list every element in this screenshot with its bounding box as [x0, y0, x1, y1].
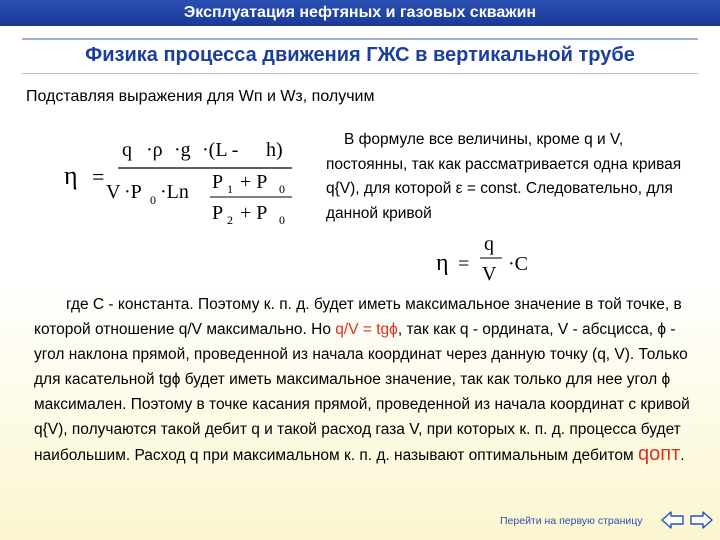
numerator-L: ·(L -	[202, 139, 239, 161]
main-paragraph	[34, 292, 698, 468]
divider-top	[22, 38, 698, 40]
denominator-V-2: V	[482, 263, 497, 285]
paragraph-part1: где С - константа. Поэтому к. п. д. будет иметь максимальное значение в той точке, в которой отношение q/V максимально. Но	[34, 296, 682, 338]
course-title: Эксплуатация нефтяных и газовых скважин	[183, 4, 537, 21]
inner-numerator-P1: P	[212, 171, 224, 193]
constant-C: ·C	[508, 253, 528, 275]
arrow-right-icon[interactable]	[691, 512, 712, 528]
course-header	[0, 0, 720, 26]
efficiency-formula	[60, 124, 320, 236]
paragraph-highlight: q/V = tgϕ	[335, 321, 398, 338]
inner-numerator-sub1: 1	[227, 182, 233, 196]
denominator-P: ·P	[124, 181, 142, 203]
inner-denominator-P0: + P	[240, 202, 268, 224]
q-opt-term: qопт	[638, 443, 681, 465]
denominator-V: V	[106, 181, 121, 203]
paragraph-end: .	[680, 447, 685, 464]
numerator-q-2: q	[484, 233, 494, 255]
first-page-link[interactable]: Перейти на первую страницу	[500, 515, 643, 527]
numerator-h: h)	[266, 139, 283, 161]
eta-symbol: η	[64, 161, 78, 190]
inner-denominator-P2: P	[212, 202, 224, 224]
equals-sign: =	[92, 164, 105, 189]
eta-symbol-2: η	[436, 250, 449, 276]
numerator-rho: ·ρ	[146, 139, 163, 161]
efficiency-formula-simplified	[430, 230, 550, 294]
equals-sign-2: =	[458, 253, 470, 275]
inner-denominator-sub0: 0	[279, 213, 285, 227]
inner-numerator-sub0: 0	[279, 182, 285, 196]
denominator-P-sub: 0	[150, 193, 156, 207]
numerator-g: ·g	[174, 139, 191, 161]
paragraph-part2: , так как q - ордината, V - абсцисса, ϕ - угол наклона прямой, проведенной из начала координат через данную точку (q, V). Только для касательной tgϕ будет иметь максимальное значение, так как только для нее угол ϕ максимален. Поэтому в точке касания прямой, проведенной из начала координат с кривой q{V), получаются такой дебит q и такой расход газа V, при которых к. п. д. процесса будет наибольшим. Расход q при максимальном к. п. д. называют оптимальным дебитом	[34, 321, 690, 464]
divider-title	[22, 73, 698, 74]
inner-numerator-P0: + P	[240, 171, 268, 193]
arrow-left-icon[interactable]	[662, 512, 683, 528]
slide-title: Физика процесса движения ГЖС в вертикальной трубе	[85, 44, 635, 66]
explanation-note: В формуле все величины, кроме q и V, постоянны, так как рассматривается одна кривая q{V), для которой ε = const. Следовательно, для данной кривой	[326, 131, 682, 222]
navigation-buttons	[660, 509, 714, 531]
inner-denominator-sub2: 2	[227, 213, 233, 227]
numerator-q: q	[122, 139, 132, 161]
intro-text: Подставляя выражения для Wп и Wз, получим	[26, 88, 375, 105]
denominator-Ln: ·Ln	[160, 181, 189, 203]
